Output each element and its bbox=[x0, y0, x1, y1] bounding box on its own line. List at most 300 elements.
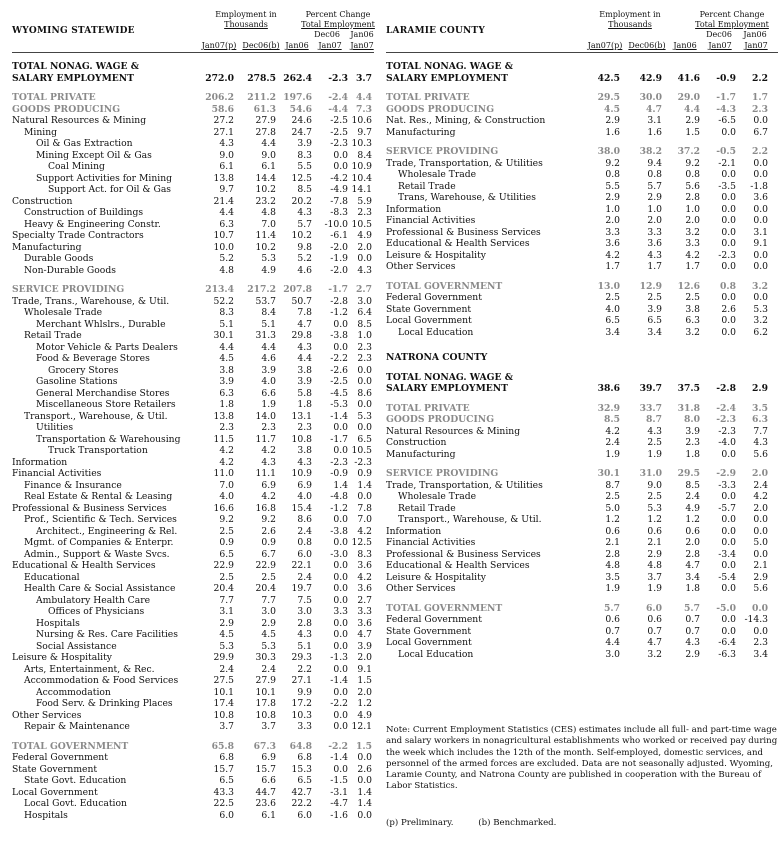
table-row bbox=[12, 752, 374, 764]
row-label: Arts, Entertainment, & Rec. bbox=[24, 663, 155, 675]
row-value: 33.7 bbox=[639, 402, 662, 414]
table-row bbox=[386, 480, 778, 492]
row-value: 4.5 bbox=[261, 629, 276, 640]
row-value: 6.6 bbox=[261, 775, 276, 786]
row-value: 0.6 bbox=[647, 614, 662, 625]
row-value: 0.0 bbox=[721, 226, 736, 238]
row-value: 17.4 bbox=[213, 698, 234, 709]
row-value: 8.5 bbox=[604, 414, 620, 425]
row-label: Wholesale Trade bbox=[398, 169, 477, 180]
row-label: Manufacturing bbox=[386, 448, 456, 460]
table-row bbox=[12, 741, 374, 753]
footnote-benchmarked: (b) Benchmarked. bbox=[478, 818, 557, 828]
row-value: 4.4 bbox=[261, 341, 276, 353]
row-value: 0.8 bbox=[720, 280, 736, 292]
table-row bbox=[12, 764, 374, 776]
row-value: 3.8 bbox=[219, 364, 234, 376]
table-row bbox=[12, 115, 374, 127]
table-row bbox=[12, 319, 374, 331]
table-row bbox=[12, 265, 374, 277]
row-value: 67.3 bbox=[253, 740, 276, 752]
row-value: -2.2 bbox=[330, 698, 348, 709]
row-value: 6.0 bbox=[646, 602, 662, 614]
row-value: -3.1 bbox=[330, 786, 348, 798]
row-label: Federal Government bbox=[12, 752, 108, 763]
row-value: 2.0 bbox=[685, 215, 700, 226]
row-label: Other Services bbox=[12, 709, 82, 721]
table-row bbox=[12, 284, 374, 296]
row-label: TOTAL NONAG. WAGE & bbox=[386, 371, 514, 383]
row-value: 211.2 bbox=[247, 92, 276, 103]
table-row bbox=[386, 449, 778, 461]
row-value: 8.3 bbox=[219, 307, 234, 318]
row-value: 15.3 bbox=[291, 763, 312, 775]
row-value: 0.0 bbox=[721, 491, 736, 502]
row-value: -2.3 bbox=[328, 72, 348, 84]
row-value: 5.3 bbox=[647, 502, 662, 514]
row-value: 5.5 bbox=[605, 180, 620, 192]
row-value: -2.3 bbox=[718, 249, 736, 261]
row-value: 9.2 bbox=[605, 157, 620, 169]
row-value: 27.5 bbox=[213, 675, 234, 686]
col-pct-jan07-b-r: Jan07 bbox=[744, 41, 768, 50]
row-value: 0.0 bbox=[333, 161, 348, 172]
row-label: Coal Mining bbox=[48, 161, 105, 172]
row-label: Merchant Whlslrs., Durable bbox=[36, 318, 166, 330]
row-value: 0.0 bbox=[357, 253, 372, 264]
row-value: 1.7 bbox=[752, 92, 768, 103]
row-label: SERVICE PROVIDING bbox=[386, 468, 499, 479]
row-value: 17.8 bbox=[255, 698, 276, 709]
row-value: -2.0 bbox=[330, 264, 348, 276]
row-value: -2.6 bbox=[330, 364, 348, 376]
row-value: 0.0 bbox=[721, 292, 736, 303]
row-value: 3.3 bbox=[685, 238, 700, 249]
row-label: Offices of Physicians bbox=[48, 606, 145, 617]
row-value: -2.8 bbox=[716, 383, 736, 394]
row-value: -8.3 bbox=[330, 207, 348, 218]
row-value: 10.8 bbox=[213, 709, 234, 721]
row-value: 197.6 bbox=[283, 92, 312, 103]
row-value: 3.6 bbox=[605, 238, 620, 249]
row-value: 22.5 bbox=[213, 798, 234, 809]
row-value: 5.3 bbox=[357, 410, 372, 422]
row-value: 4.9 bbox=[357, 230, 372, 241]
table-row bbox=[386, 383, 778, 395]
row-value: 4.7 bbox=[685, 560, 700, 571]
row-value: 42.7 bbox=[291, 786, 312, 798]
row-value: 4.0 bbox=[261, 376, 276, 387]
table-row bbox=[12, 399, 374, 411]
row-value: 0.7 bbox=[685, 614, 700, 625]
row-value: 0.0 bbox=[721, 537, 736, 548]
row-label: Mgmt. of Companies & Enterpr. bbox=[24, 537, 174, 548]
row-value: 5.7 bbox=[604, 602, 620, 614]
row-value: 5.3 bbox=[753, 303, 768, 315]
row-label: Health Care & Social Assistance bbox=[24, 583, 176, 594]
row-value: 4.2 bbox=[685, 249, 700, 261]
row-value: -2.3 bbox=[716, 414, 736, 425]
row-value: 1.8 bbox=[685, 448, 700, 460]
row-value: 29.9 bbox=[213, 652, 234, 663]
table-row bbox=[12, 196, 374, 208]
row-value: 10.7 bbox=[213, 230, 234, 241]
row-value: 42.5 bbox=[597, 72, 620, 84]
row-value: 4.8 bbox=[261, 207, 276, 218]
row-value: 2.5 bbox=[647, 292, 662, 303]
row-value: 15.4 bbox=[291, 502, 312, 514]
row-value: 2.7 bbox=[356, 284, 372, 295]
pct-col1-top-r: Dec06 bbox=[706, 30, 732, 39]
row-value: -2.3 bbox=[330, 456, 348, 468]
row-label: Real Estate & Rental & Leasing bbox=[24, 491, 173, 502]
table-row bbox=[386, 192, 778, 204]
row-value: 13.0 bbox=[597, 280, 620, 292]
row-value: 0.0 bbox=[333, 594, 348, 606]
row-value: 0.8 bbox=[605, 169, 620, 180]
row-value: 0.0 bbox=[721, 448, 736, 460]
table-row bbox=[386, 146, 778, 158]
row-label: Information bbox=[386, 203, 442, 215]
row-value: -1.2 bbox=[330, 502, 348, 514]
row-value: 6.3 bbox=[219, 218, 234, 230]
row-value: 9.2 bbox=[261, 514, 276, 525]
row-label: Trans, Warehouse, & Utilities bbox=[398, 192, 536, 203]
row-value: -1.7 bbox=[328, 284, 348, 295]
table-row bbox=[12, 92, 374, 104]
row-value: 43.3 bbox=[213, 786, 234, 798]
row-value: 0.6 bbox=[605, 614, 620, 625]
table-row bbox=[12, 721, 374, 733]
row-label: Transport., Warehouse, & Util. bbox=[24, 410, 168, 422]
table-row bbox=[386, 560, 778, 572]
row-value: 37.5 bbox=[677, 383, 700, 394]
row-value: -4.5 bbox=[330, 387, 348, 399]
row-value: 4.3 bbox=[219, 138, 234, 149]
row-value: 2.8 bbox=[685, 548, 700, 560]
row-value: 2.6 bbox=[721, 303, 736, 315]
row-value: 0.0 bbox=[721, 126, 736, 138]
row-value: 4.3 bbox=[297, 629, 312, 640]
row-value: 2.4 bbox=[219, 663, 234, 675]
row-value: 1.2 bbox=[357, 698, 372, 709]
row-value: 2.3 bbox=[297, 422, 312, 433]
row-value: 5.1 bbox=[297, 640, 312, 652]
pct-col2-top-r: Jan06 bbox=[743, 30, 767, 39]
row-value: 2.4 bbox=[261, 663, 276, 675]
row-value: 6.3 bbox=[685, 315, 700, 326]
table-row bbox=[386, 250, 778, 262]
row-value: 27.1 bbox=[213, 126, 234, 138]
row-value: 9.1 bbox=[753, 238, 768, 249]
row-value: 4.2 bbox=[605, 425, 620, 437]
row-value: 3.2 bbox=[685, 226, 700, 238]
table-row bbox=[12, 687, 374, 699]
row-value: 10.0 bbox=[213, 241, 234, 253]
row-value: 12.9 bbox=[639, 280, 662, 292]
row-value: 3.7 bbox=[261, 721, 276, 732]
row-label: Manufacturing bbox=[12, 241, 82, 253]
row-value: 16.8 bbox=[255, 502, 276, 514]
table-row bbox=[386, 372, 778, 384]
row-value: 0.0 bbox=[333, 445, 348, 456]
row-value: 8.3 bbox=[297, 149, 312, 161]
row-value: 6.9 bbox=[261, 752, 276, 763]
row-value: 27.1 bbox=[291, 675, 312, 686]
row-label: TOTAL GOVERNMENT bbox=[386, 280, 503, 292]
row-value: 4.7 bbox=[297, 318, 312, 330]
row-value: 2.1 bbox=[753, 560, 768, 571]
row-value: 0.0 bbox=[333, 721, 348, 732]
row-value: -1.2 bbox=[330, 307, 348, 318]
table-row bbox=[386, 127, 778, 139]
table-row bbox=[386, 649, 778, 661]
row-value: 1.9 bbox=[261, 399, 276, 410]
row-value: 6.0 bbox=[297, 809, 312, 821]
table-row bbox=[386, 73, 778, 85]
row-value: 6.5 bbox=[219, 775, 234, 786]
row-value: 5.6 bbox=[753, 448, 768, 460]
row-value: 1.8 bbox=[297, 399, 312, 410]
row-value: 5.2 bbox=[219, 253, 234, 264]
table-row bbox=[386, 614, 778, 626]
row-value: 10.8 bbox=[255, 709, 276, 721]
row-value: 9.7 bbox=[357, 126, 372, 138]
row-value: 2.8 bbox=[685, 192, 700, 203]
row-label: Local Education bbox=[398, 326, 474, 338]
row-label: Federal Government bbox=[386, 614, 482, 625]
row-value: 10.8 bbox=[291, 433, 312, 445]
row-value: 24.7 bbox=[291, 126, 312, 138]
row-label: TOTAL NONAG. WAGE & bbox=[386, 61, 514, 72]
row-value: 3.1 bbox=[647, 115, 662, 126]
row-value: 0.0 bbox=[357, 364, 372, 376]
table-row bbox=[12, 664, 374, 676]
row-value: 2.6 bbox=[261, 525, 276, 537]
row-value: 20.4 bbox=[255, 583, 276, 594]
statewide-table bbox=[12, 53, 374, 821]
table-row bbox=[386, 468, 778, 480]
row-label: GOODS PRODUCING bbox=[12, 103, 121, 115]
row-value: 4.3 bbox=[297, 456, 312, 468]
row-value: 15.7 bbox=[255, 763, 276, 775]
row-value: 8.7 bbox=[605, 479, 620, 491]
row-value: 3.2 bbox=[753, 315, 768, 326]
row-value: 2.9 bbox=[647, 548, 662, 560]
row-value: 4.4 bbox=[605, 637, 620, 648]
row-value: 2.9 bbox=[752, 383, 768, 394]
row-value: 3.8 bbox=[297, 445, 312, 456]
row-value: 10.2 bbox=[255, 241, 276, 253]
row-label: Construction bbox=[386, 437, 447, 448]
row-label: Mining bbox=[24, 126, 57, 138]
row-value: 20.2 bbox=[291, 195, 312, 207]
row-value: 30.0 bbox=[639, 92, 662, 103]
employment-header-r: Employment in bbox=[599, 10, 661, 19]
row-value: 38.2 bbox=[639, 146, 662, 157]
row-value: 29.0 bbox=[677, 92, 700, 103]
row-value: 0.0 bbox=[753, 525, 768, 537]
row-value: 3.0 bbox=[297, 606, 312, 617]
row-value: 7.5 bbox=[297, 594, 312, 606]
row-label: Financial Activities bbox=[386, 215, 476, 226]
row-value: 0.9 bbox=[357, 468, 372, 479]
row-value: 1.2 bbox=[605, 514, 620, 525]
row-label: Educational & Health Services bbox=[386, 238, 530, 249]
row-value: 3.4 bbox=[647, 326, 662, 338]
row-value: 2.5 bbox=[647, 437, 662, 448]
row-value: 0.0 bbox=[333, 763, 348, 775]
row-label: Information bbox=[386, 525, 442, 537]
row-value: 0.0 bbox=[333, 571, 348, 583]
row-value: 0.0 bbox=[357, 491, 372, 502]
row-value: 9.1 bbox=[357, 663, 372, 675]
row-value: 0.0 bbox=[752, 602, 768, 614]
row-value: 3.9 bbox=[297, 376, 312, 387]
row-value: 0.8 bbox=[297, 537, 312, 548]
row-label: State Govt. Education bbox=[24, 775, 127, 786]
row-value: 1.2 bbox=[647, 514, 662, 525]
row-value: -2.4 bbox=[328, 92, 348, 103]
row-value: 2.4 bbox=[297, 525, 312, 537]
row-value: 4.3 bbox=[261, 456, 276, 468]
row-value: 0.6 bbox=[685, 525, 700, 537]
row-value: 2.3 bbox=[357, 353, 372, 364]
row-value: 4.9 bbox=[685, 502, 700, 514]
row-value: 2.2 bbox=[297, 663, 312, 675]
row-value: 8.3 bbox=[357, 548, 372, 560]
row-value: 10.2 bbox=[255, 184, 276, 195]
row-value: 11.1 bbox=[255, 468, 276, 479]
row-value: 58.6 bbox=[211, 103, 234, 115]
col-jan07p: Jan07(p) bbox=[201, 41, 237, 50]
row-label: Food Serv. & Drinking Places bbox=[36, 698, 173, 709]
table-row bbox=[12, 468, 374, 480]
county-table bbox=[386, 53, 778, 660]
table-row bbox=[12, 61, 374, 73]
table-row bbox=[12, 73, 374, 85]
row-value: -3.0 bbox=[330, 548, 348, 560]
col-pct-jan07-a-r: Jan07 bbox=[708, 41, 732, 50]
row-value: 2.9 bbox=[685, 648, 700, 660]
row-value: 278.5 bbox=[247, 72, 276, 84]
row-value: -5.4 bbox=[718, 571, 736, 583]
table-row bbox=[386, 426, 778, 438]
table-row bbox=[386, 514, 778, 526]
row-value: 0.0 bbox=[333, 617, 348, 629]
row-value: 10.5 bbox=[351, 218, 372, 230]
row-value: 19.7 bbox=[291, 583, 312, 594]
row-value: 2.5 bbox=[605, 491, 620, 502]
row-value: -1.4 bbox=[330, 675, 348, 686]
row-value: 9.2 bbox=[219, 514, 234, 525]
row-value: 1.4 bbox=[357, 786, 372, 798]
table-row bbox=[12, 161, 374, 173]
row-value: 64.8 bbox=[289, 740, 312, 752]
row-label: State Government bbox=[386, 303, 472, 315]
row-value: 6.0 bbox=[219, 809, 234, 821]
row-value: 5.3 bbox=[261, 253, 276, 264]
row-value: 13.8 bbox=[213, 172, 234, 184]
row-value: 0.9 bbox=[219, 537, 234, 548]
row-value: 0.0 bbox=[753, 548, 768, 560]
row-label: Social Assistance bbox=[36, 640, 117, 652]
row-value: 9.0 bbox=[261, 149, 276, 161]
table-row bbox=[12, 219, 374, 231]
table-row bbox=[386, 537, 778, 549]
row-value: 23.2 bbox=[255, 195, 276, 207]
row-value: 6.8 bbox=[219, 752, 234, 763]
row-value: 2.9 bbox=[753, 571, 768, 583]
row-value: 10.4 bbox=[351, 172, 372, 184]
row-value: 0.0 bbox=[721, 514, 736, 525]
row-label: Specialty Trade Contractors bbox=[12, 230, 144, 241]
table-row bbox=[12, 798, 374, 810]
table-row bbox=[12, 422, 374, 434]
row-value: 1.0 bbox=[685, 203, 700, 215]
statewide-title: WYOMING STATEWIDE bbox=[12, 26, 135, 36]
row-label: Mining Except Oil & Gas bbox=[36, 149, 152, 161]
row-value: 4.2 bbox=[357, 571, 372, 583]
row-label: Educational & Health Services bbox=[12, 560, 156, 571]
row-value: 27.2 bbox=[213, 115, 234, 126]
row-value: 8.5 bbox=[685, 479, 700, 491]
row-value: 2.5 bbox=[605, 292, 620, 303]
row-value: 2.0 bbox=[685, 537, 700, 548]
row-value: 4.3 bbox=[297, 341, 312, 353]
row-value: 217.2 bbox=[247, 284, 276, 295]
col-dec06b-r: Dec06(b) bbox=[628, 41, 666, 50]
row-value: -0.9 bbox=[330, 468, 348, 479]
row-label: Transportation & Warehousing bbox=[36, 433, 181, 445]
row-label: Trade, Transportation, & Utilities bbox=[386, 157, 543, 169]
row-value: 2.9 bbox=[605, 192, 620, 203]
row-value: 4.8 bbox=[605, 560, 620, 571]
row-value: 2.4 bbox=[605, 437, 620, 448]
row-value: -1.4 bbox=[330, 410, 348, 422]
row-value: 0.0 bbox=[721, 203, 736, 215]
col-dec06b: Dec06(b) bbox=[242, 41, 280, 50]
row-label: Architect., Engineering & Rel. bbox=[36, 525, 178, 537]
row-value: 39.7 bbox=[639, 383, 662, 394]
row-value: 8.4 bbox=[357, 149, 372, 161]
row-value: 3.5 bbox=[605, 571, 620, 583]
row-value: 17.2 bbox=[291, 698, 312, 709]
row-value: 5.7 bbox=[684, 602, 700, 614]
row-value: 0.7 bbox=[647, 625, 662, 637]
row-value: 5.0 bbox=[753, 537, 768, 548]
row-value: 2.3 bbox=[752, 103, 768, 115]
row-value: -2.1 bbox=[718, 157, 736, 169]
pct-change-header: Percent Change bbox=[305, 10, 371, 19]
row-value: -6.3 bbox=[718, 648, 736, 660]
row-label: Retail Trade bbox=[398, 180, 456, 192]
row-value: 3.2 bbox=[752, 280, 768, 292]
row-value: 0.0 bbox=[333, 560, 348, 571]
row-value: 9.7 bbox=[219, 184, 234, 195]
row-value: -14.3 bbox=[744, 614, 768, 625]
table-row bbox=[12, 595, 374, 607]
row-value: 0.0 bbox=[753, 203, 768, 215]
row-value: 3.7 bbox=[219, 721, 234, 732]
col-pct-jan07-b: Jan07 bbox=[350, 41, 374, 50]
thousands-header: Thousands bbox=[224, 19, 268, 29]
row-value: 1.4 bbox=[357, 798, 372, 809]
table-row bbox=[386, 261, 778, 273]
row-label: SERVICE PROVIDING bbox=[386, 146, 499, 157]
row-label: Support Activities for Mining bbox=[36, 172, 172, 184]
row-value: 2.3 bbox=[357, 207, 372, 218]
